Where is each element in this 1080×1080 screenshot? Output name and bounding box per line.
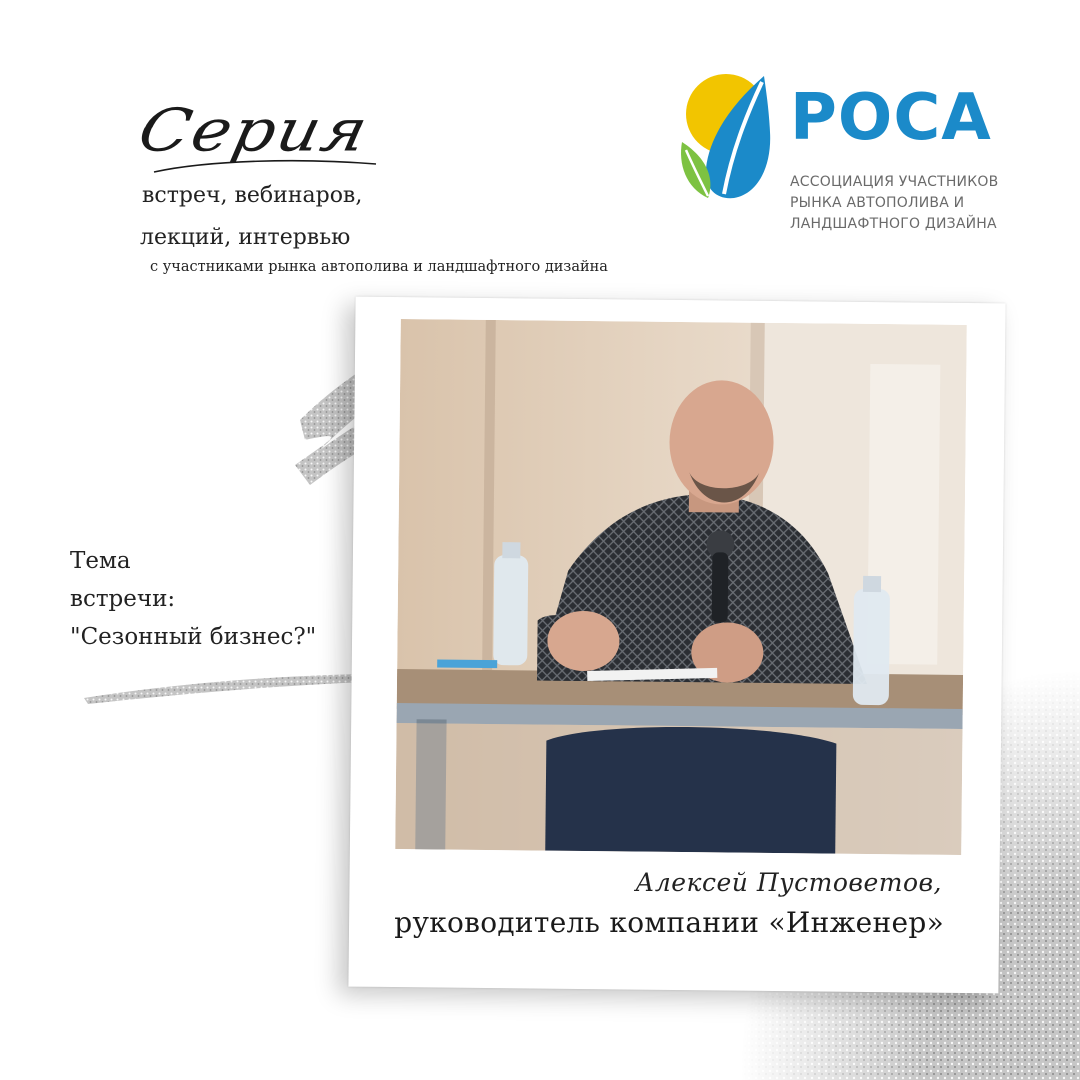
glitter-underline-stroke: [80, 668, 370, 708]
rosa-logo: [676, 72, 1036, 232]
topic-line-3: "Сезонный бизнес?": [70, 624, 317, 650]
logo-tagline: [790, 172, 998, 235]
logo-tagline-line: АССОЦИАЦИЯ УЧАСТНИКОВ: [790, 174, 999, 190]
meeting-topic: [70, 542, 316, 656]
subtitle-line-3: с участниками рынка автополива и ландшафтного дизайна: [150, 259, 608, 275]
topic-line-1: Тема: [70, 548, 131, 574]
speaker-photo: [395, 319, 967, 855]
subtitle-line-2: лекций, интервью: [140, 225, 351, 250]
topic-line-2: встречи:: [70, 586, 176, 612]
logo-tagline-line: ЛАНДШАФТНОГО ДИЗАЙНА: [790, 216, 997, 232]
script-underline-flourish: [150, 150, 380, 180]
logo-wordmark: РОСА: [790, 81, 992, 155]
rosa-leaf-sun-icon: [676, 72, 780, 202]
series-script-title: Серия: [132, 95, 376, 166]
logo-tagline-line: РЫНКА АВТОПОЛИВА И: [790, 195, 965, 211]
speaker-role: руководитель компании «Инженер»: [394, 906, 944, 939]
subtitle-line-1: встреч, вебинаров,: [142, 183, 363, 208]
speaker-name: Алексей Пустоветов,: [635, 868, 942, 897]
